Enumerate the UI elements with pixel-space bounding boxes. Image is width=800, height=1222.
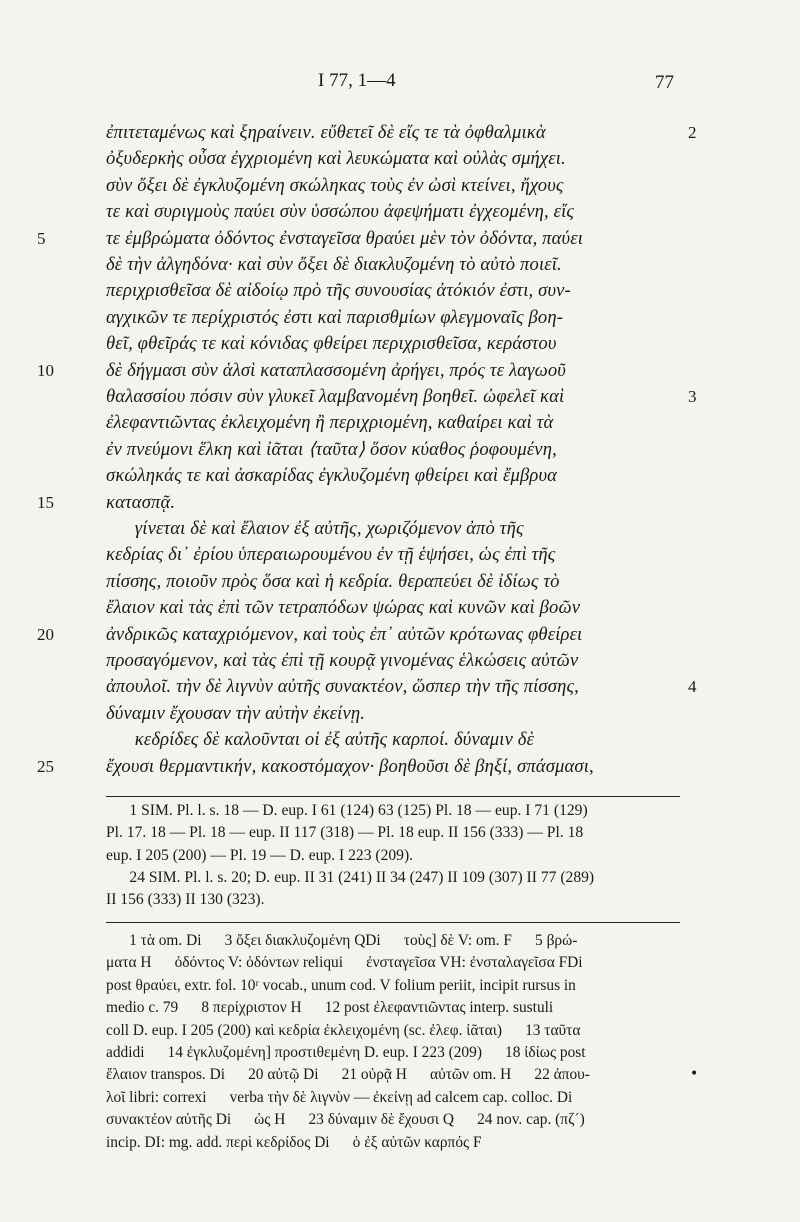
apparatus-line: addidi 14 ἐγκλυζομένη] προστιθεμένη D. eup. I 223 (209) 18 ἰδίως post [106, 1044, 586, 1061]
greek-text: τε καὶ συριγμοὺς παύει σὺν ὑσσώπου ἀφεψήματι ἐγχεομένη, εἴς [106, 201, 575, 223]
text-line [0, 228, 800, 255]
greek-text: ἐν πνεύμονι ἕλκη καὶ ἰᾶται ⟨ταῦτα⟩ ὅσον κύαθος ῥοφουμένη, [106, 438, 557, 460]
greek-text: κατασπᾷ. [106, 491, 176, 513]
page-header [0, 70, 800, 94]
greek-text: περιχρισθεῖσα δὲ αἰδοίῳ πρὸ τῆς συνουσίας ἀτόκιόν ἐστι, συν- [106, 280, 571, 302]
greek-text: τε ἐμβρώματα ὀδόντος ἐνσταγεῖσα θραύει μὲν τὸν ὀδόντα, παύει [106, 227, 584, 249]
text-line [0, 544, 800, 571]
apparatus-line: coll D. eup. I 205 (200) καὶ κεδρία ἐκλειχομένη (sc. ἐλεφ. ἰᾶται) 13 ταῦτα [106, 1021, 581, 1039]
apparatus-line: ματα H ὀδόντος V: ὀδόντων reliqui ἐνσταγεῖσα VH: ἐνσταλαγεῖσα FDi [106, 954, 583, 972]
text-line [0, 439, 800, 466]
margin-number: 2 [688, 123, 697, 142]
source-line: 1 SIM. Pl. l. s. 18 — D. eup. I 61 (124) 63 (125) Pl. 18 — eup. I 71 (129) [106, 802, 588, 819]
greek-text: ἐπιτεταμένως καὶ ξηραίνειν. εὔθετεῖ δὲ εἴς τε τὰ ὀφθαλμικὰ [106, 122, 546, 143]
greek-text: γίνεται δὲ καὶ ἔλαιον ἐξ αὐτῆς, χωριζόμενον ἀπὸ τῆς [106, 518, 524, 539]
greek-text: ἀνδρικῶς καταχριόμενον, καὶ τοὺς ἐπ᾿ αὐτῶν κρότωνας φθείρει [106, 623, 583, 645]
text-line [0, 492, 800, 519]
text-line [0, 254, 800, 281]
greek-text: αγχικῶν τε περίχριστός ἐστι καὶ παρισθμίων φλεγμοναῖς βοη- [106, 306, 564, 328]
greek-text: κεδρίδες δὲ καλοῦνται οἱ ἐξ αὐτῆς καρποί. δύναμιν δὲ [106, 729, 535, 751]
text-line [0, 650, 800, 677]
greek-text: ὀξυδερκὴς οὖσα ἐγχριομένη καὶ λευκώματα καὶ οὐλὰς σμήχει. [106, 148, 566, 170]
greek-text: σκώληκάς τε καὶ ἀσκαρίδας ἐγκλυζομένη φθείρει καὶ ἔμβρυα [106, 465, 558, 487]
text-line [0, 412, 800, 439]
text-line [0, 122, 800, 149]
greek-text: δὲ δήγμασι σὺν ἁλσὶ καταπλασσομένη ἀρήγει, πρός τε λαγωοῦ [106, 359, 566, 381]
text-line [0, 756, 800, 783]
margin-number: 3 [688, 387, 697, 406]
apparatus-line: λοῖ libri: correxi verba τὴν δὲ λιγνὺν — ἐκείνῃ ad calcem cap. colloc. Di [106, 1088, 573, 1106]
greek-text: ἀπουλοῖ. τὴν δὲ λιγνὺν αὐτῆς συνακτέον, ὥσπερ τὴν τῆς πίσσης, [106, 676, 579, 698]
source-line: 24 SIM. Pl. l. s. 20; D. eup. II 31 (241) II 34 (247) II 109 (307) II 77 (289) [106, 868, 595, 886]
text-line [0, 729, 800, 756]
greek-text: θεῖ, φθεῖράς τε καὶ κόνιδας φθείρει περιχρισθεῖσα, κεράστου [106, 333, 557, 355]
greek-text: ἐλεφαντιῶντας ἐκλειχομένη ἢ περιχριομένη, καθαίρει καὶ τὰ [106, 412, 554, 434]
apparatus-line: ἔλαιον transpos. Di 20 αὐτῷ Di 21 οὐρᾷ H αὐτῶν om. H 22 ἀπου- [106, 1066, 590, 1084]
text-line [0, 518, 800, 545]
greek-text: δύναμιν ἔχουσαν τὴν αὐτὴν ἐκείνῃ. [106, 702, 366, 724]
sources-rule [106, 796, 680, 797]
text-line [0, 703, 800, 730]
text-line [0, 175, 800, 202]
greek-text: προσαγόμενον, καὶ τὰς ἐπὶ τῇ κουρᾷ γινομένας ἑλκώσεις αὐτῶν [106, 650, 579, 671]
greek-text: θαλασσίου πόσιν σὺν γλυκεῖ λαμβανομένη βοηθεῖ. ὠφελεῖ καὶ [106, 386, 565, 407]
greek-text: πίσσης, ποιοῦν πρὸς ὅσα καὶ ἡ κεδρία. θεραπεύει δὲ ἰδίως τὸ [106, 570, 560, 592]
source-line: II 156 (333) II 130 (323). [106, 891, 265, 909]
text-line [0, 333, 800, 360]
apparatus-line: incip. DI: mg. add. περὶ κεδρίδος Di ὁ ἐξ αὐτῶν καρπός F [106, 1133, 482, 1151]
text-line [0, 280, 800, 307]
apparatus-rule [106, 922, 680, 923]
apparatus-line: 1 τὰ om. Di 3 ὄξει διακλυζομένη QDi τοὺς] δὲ V: om. F 5 βρώ- [106, 932, 578, 949]
text-line [0, 386, 800, 413]
apparatus-line: medio c. 79 8 περίχριστον H 12 post ἐλεφαντιῶντας interp. sustuli [106, 999, 554, 1017]
greek-text: ἔλαιον καὶ τὰς ἐπὶ τῶν τετραπόδων ψώρας καὶ κυνῶν καὶ βοῶν [106, 597, 581, 619]
running-head: I 77, 1—4 [318, 70, 396, 91]
line-number: 25 [37, 756, 54, 776]
text-line [0, 307, 800, 334]
line-number: 5 [37, 228, 46, 248]
line-number: 10 [37, 360, 54, 380]
greek-text: δὲ τὴν ἀλγηδόνα· καὶ σὺν ὄξει δὲ διακλυζομένη τὸ αὐτὸ ποιεῖ. [106, 254, 562, 275]
text-line [0, 360, 800, 387]
source-line: Pl. 17. 18 — Pl. 18 — eup. II 117 (318) — Pl. 18 eup. II 156 (333) — Pl. 18 [106, 824, 584, 842]
margin-mark: • [690, 1066, 699, 1082]
margin-number: 4 [688, 677, 697, 697]
greek-text: σὺν ὄξει δὲ ἐγκλυζομένη σκώληκας τοὺς ἐν ὠσὶ κτείνει, ἤχους [106, 174, 564, 196]
source-line: eup. I 205 (200) — Pl. 19 — D. eup. I 223 (209). [106, 846, 414, 864]
text-line [0, 148, 800, 175]
text-line [0, 571, 800, 598]
line-number: 15 [37, 492, 54, 512]
line-number: 20 [37, 624, 54, 644]
text-line [0, 676, 800, 703]
text-line [0, 201, 800, 228]
text-line [0, 597, 800, 624]
apparatus-line: post θραύει, extr. fol. 10ʳ vocab., unum cod. V folium periit, incipit rursus in [106, 976, 576, 994]
text-line [0, 465, 800, 492]
greek-text: ἔχουσι θερμαντικήν, κακοστόμαχον· βοηθοῦσι δὲ βηξί, σπάσμασι, [106, 755, 594, 777]
apparatus-line: συνακτέον αὐτῆς Di ὡς H 23 δύναμιν δὲ ἔχουσι Q 24 nov. cap. (πζ´) [106, 1111, 585, 1129]
text-line [0, 624, 800, 651]
greek-text: κεδρίας δι᾿ ἐρίου ὑπεραιωρουμένου ἐν τῇ ἑψήσει, ὡς ἐπὶ τῆς [106, 544, 556, 566]
page-number: 77 [655, 72, 674, 93]
